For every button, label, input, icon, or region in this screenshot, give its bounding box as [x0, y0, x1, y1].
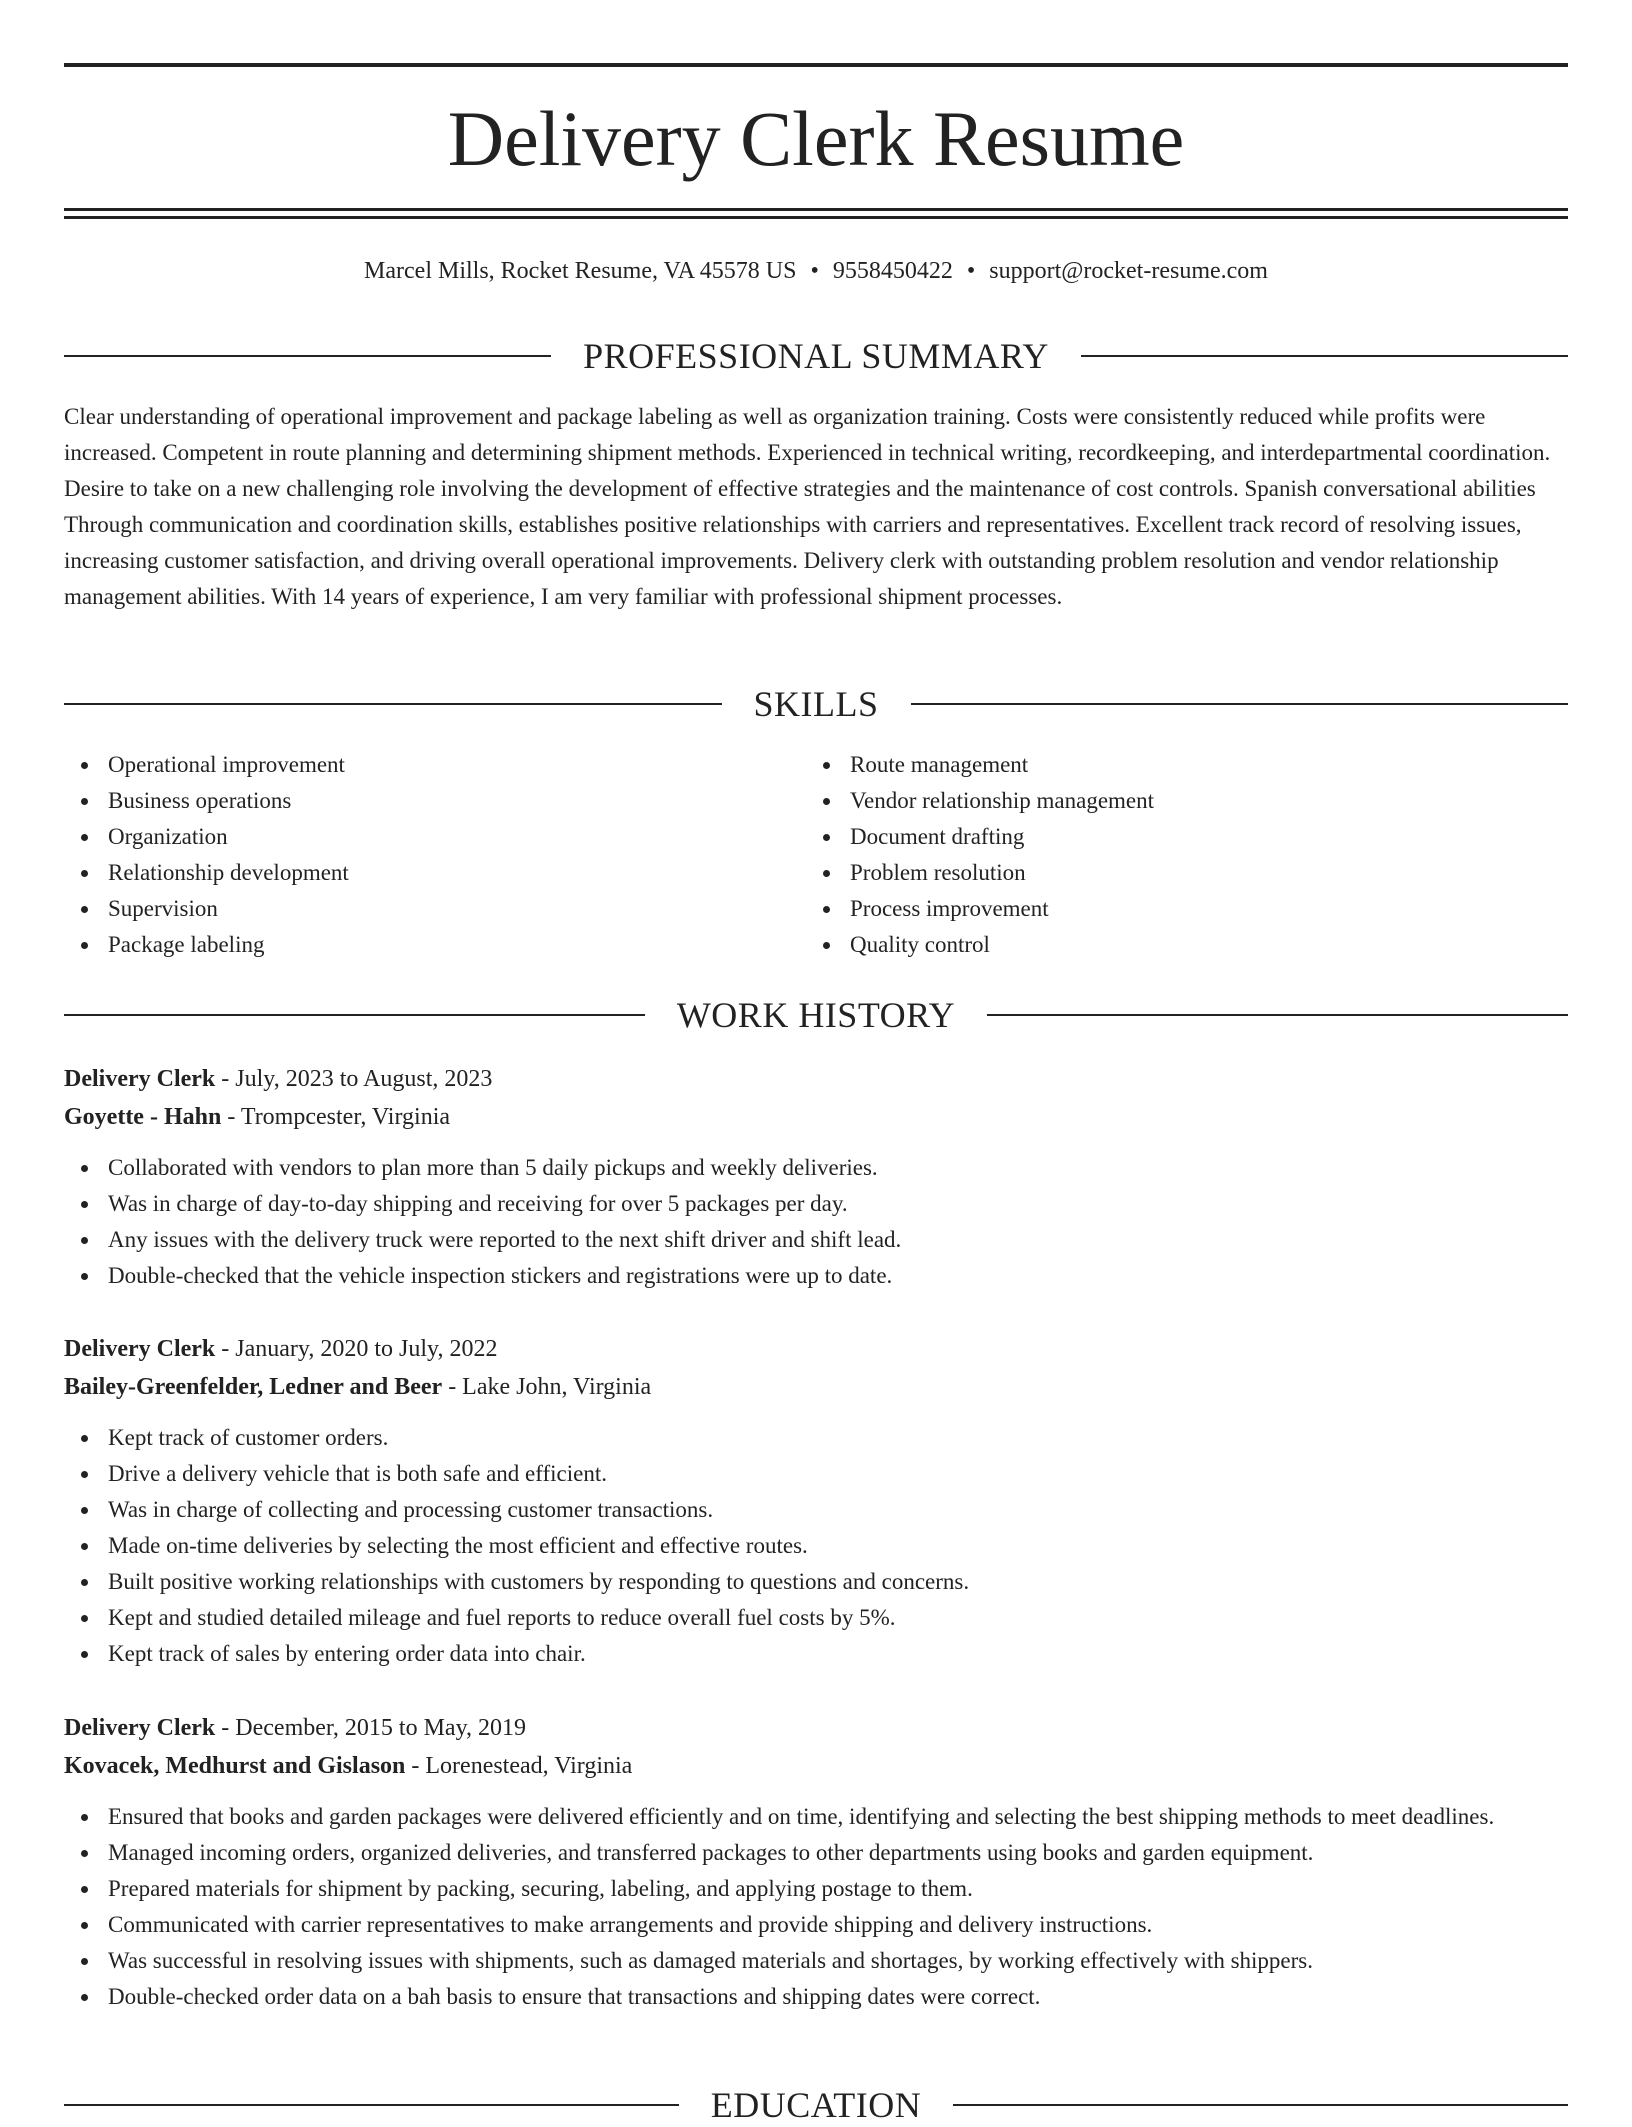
job-title: Delivery Clerk — [64, 1066, 216, 1092]
contact-address: Marcel Mills, Rocket Resume, VA 45578 US — [364, 258, 797, 284]
job-title-line — [64, 1709, 1568, 1747]
section-rule — [64, 703, 722, 705]
section-heading-summary — [64, 334, 1568, 378]
job-duty: Communicated with carrier representatives to make arrangements and provide shipping and delivery instructions. — [64, 1907, 1568, 1943]
contact-email: support@rocket-resume.com — [989, 258, 1268, 284]
job-company-line — [64, 1098, 1568, 1136]
section-title: WORK HISTORY — [676, 995, 956, 1035]
section-rule — [64, 355, 551, 357]
page-title: Delivery Clerk Resume — [447, 95, 1185, 182]
job-duty: Kept and studied detailed mileage and fuel reports to reduce overall fuel costs by 5%. — [64, 1600, 1568, 1636]
job-duty: Built positive working relationships with customers by responding to questions and concerns. — [64, 1564, 1568, 1600]
section-rule — [911, 703, 1569, 705]
skill-item: Document drafting — [806, 819, 1506, 855]
job-duty: Was in charge of day-to-day shipping and receiving for over 5 packages per day. — [64, 1186, 1568, 1222]
job-company-line — [64, 1368, 1568, 1406]
job-company: Kovacek, Medhurst and Gislason — [64, 1753, 406, 1779]
job-duty: Was successful in resolving issues with shipments, such as damaged materials and shortages, by working effectively with shippers. — [64, 1943, 1568, 1979]
job-dates: - December, 2015 to May, 2019 — [215, 1715, 527, 1741]
job-title-line — [64, 1060, 1568, 1098]
section-title: EDUCATION — [710, 2085, 922, 2125]
section-title: SKILLS — [753, 684, 879, 724]
job-duty: Was in charge of collecting and processing customer transactions. — [64, 1492, 1568, 1528]
job-duty: Ensured that books and garden packages were delivered efficiently and on time, identifying and selecting the best shipping methods to meet deadlines. — [64, 1799, 1568, 1835]
job-entry — [64, 1709, 1568, 2015]
skill-item: Vendor relationship management — [806, 783, 1506, 819]
section-rule — [1081, 355, 1568, 357]
job-dates: - January, 2020 to July, 2022 — [215, 1336, 498, 1362]
job-title: Delivery Clerk — [64, 1336, 216, 1362]
skills-list — [806, 747, 1506, 963]
job-duty: Drive a delivery vehicle that is both safe and efficient. — [64, 1456, 1568, 1492]
title-top-rule — [64, 63, 1568, 67]
skill-item: Package labeling — [64, 927, 764, 963]
job-company: Goyette - Hahn — [64, 1104, 222, 1130]
job-dates: - July, 2023 to August, 2023 — [215, 1066, 493, 1092]
job-entry — [64, 1330, 1568, 1672]
job-duty: Made on-time deliveries by selecting the most efficient and effective routes. — [64, 1528, 1568, 1564]
contact-separator: • — [810, 258, 819, 284]
title-bottom-rule-second — [64, 216, 1568, 219]
job-duties-list — [64, 1799, 1568, 2015]
section-heading-work — [64, 993, 1568, 1037]
job-company: Bailey-Greenfelder, Ledner and Beer — [64, 1374, 443, 1400]
section-rule — [987, 1014, 1568, 1016]
contact-phone: 9558450422 — [832, 258, 953, 284]
job-title-line — [64, 1330, 1568, 1368]
job-title: Delivery Clerk — [64, 1715, 216, 1741]
job-duty: Kept track of customer orders. — [64, 1420, 1568, 1456]
skills-list — [64, 747, 764, 963]
job-company-line — [64, 1747, 1568, 1785]
job-location: - Trompcester, Virginia — [221, 1104, 451, 1130]
contact-line — [64, 254, 1568, 288]
job-duty: Double-checked order data on a bah basis to ensure that transactions and shipping dates were correct. — [64, 1979, 1568, 2015]
skills-column-right — [806, 747, 1506, 963]
job-location: - Lorenestead, Virginia — [405, 1753, 633, 1779]
job-duty: Managed incoming orders, organized deliveries, and transferred packages to other departments using books and garden equipment. — [64, 1835, 1568, 1871]
job-duty: Collaborated with vendors to plan more than 5 daily pickups and weekly deliveries. — [64, 1150, 1568, 1186]
skill-item: Process improvement — [806, 891, 1506, 927]
skills-column-left — [64, 747, 764, 963]
skill-item: Route management — [806, 747, 1506, 783]
job-duty: Double-checked that the vehicle inspection stickers and registrations were up to date. — [64, 1258, 1568, 1294]
job-location: - Lake John, Virginia — [442, 1374, 652, 1400]
skill-item: Relationship development — [64, 855, 764, 891]
section-heading-education — [64, 2083, 1568, 2127]
job-duties-list — [64, 1150, 1568, 1294]
job-duty: Any issues with the delivery truck were reported to the next shift driver and shift lead. — [64, 1222, 1568, 1258]
section-rule — [953, 2104, 1568, 2106]
contact-separator: • — [966, 258, 976, 284]
summary-paragraph: Clear understanding of operational improvement and package labeling as well as organization training. Costs were consistently reduced while profits were increased. Competent in route planning and determining shipment methods. Experienced in technical writing, recordkeeping, and interdepartmental coordination. Desire to take on a new challenging role involving the development of effective strategies and the maintenance of cost controls. Spanish conversational abilities Through communication and coordination skills, establishes positive relationships with carriers and representatives. Excellent track record of resolving issues, increasing customer satisfaction, and driving overall operational improvements. Delivery clerk with outstanding problem resolution and vendor relationship management abilities. With 14 years of experience, I am very familiar with professional shipment processes. — [64, 404, 1551, 609]
job-duty: Prepared materials for shipment by packing, securing, labeling, and applying postage to them. — [64, 1871, 1568, 1907]
skill-item: Problem resolution — [806, 855, 1506, 891]
section-heading-skills — [64, 682, 1568, 726]
section-title: PROFESSIONAL SUMMARY — [583, 336, 1049, 376]
skill-item: Quality control — [806, 927, 1506, 963]
skill-item: Operational improvement — [64, 747, 764, 783]
section-rule — [64, 1014, 645, 1016]
title-bottom-rule — [64, 208, 1568, 211]
skill-item: Organization — [64, 819, 764, 855]
section-rule — [64, 2104, 679, 2106]
skill-item: Business operations — [64, 783, 764, 819]
job-duty: Kept track of sales by entering order data into chair. — [64, 1636, 1568, 1672]
job-duties-list — [64, 1420, 1568, 1672]
job-entry — [64, 1060, 1568, 1294]
skill-item: Supervision — [64, 891, 764, 927]
